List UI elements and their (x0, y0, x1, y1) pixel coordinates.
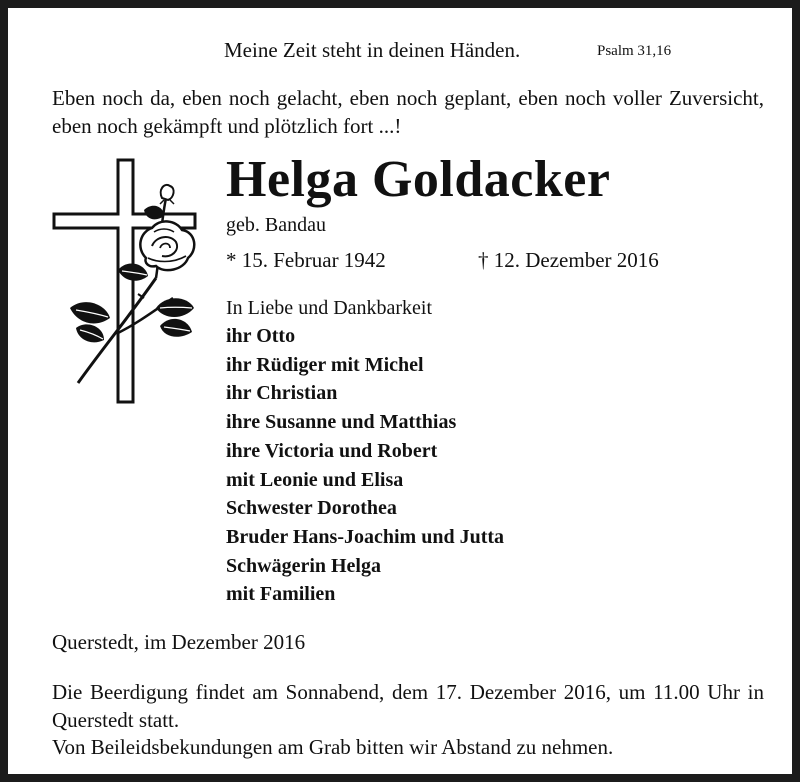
cross-with-rose-icon (48, 158, 208, 408)
death-date: † 12. Dezember 2016 (478, 248, 659, 272)
motto-text: Meine Zeit steht in deinen Händen. (224, 38, 521, 62)
list-item: mit Familien (226, 583, 336, 606)
mourners-list (226, 322, 504, 609)
intro-text: Eben noch da, eben noch gelacht, eben noch geplant, eben noch voller Zuversicht, eben noch gekämpft und plötzlich fort ...! (52, 86, 764, 138)
list-item: ihre Susanne und Matthias (226, 411, 457, 434)
list-item: Schwester Dorothea (226, 497, 397, 520)
dedication-line: In Liebe und Dankbarkeit (226, 297, 433, 319)
list-item: ihre Victoria und Robert (226, 439, 438, 462)
cross-icon (54, 160, 195, 402)
maiden-name: geb. Bandau (226, 214, 326, 236)
list-item: mit Leonie und Elisa (226, 468, 404, 491)
list-item: ihr Christian (226, 382, 338, 405)
list-item: Bruder Hans-Joachim und Jutta (226, 525, 505, 548)
list-item: Schwägerin Helga (226, 554, 381, 577)
birth-date: * 15. Februar 1942 (226, 248, 386, 272)
condolence-note: Von Beileidsbekundungen am Grab bitten wir Abstand zu nehmen. (52, 735, 614, 759)
funeral-notice: Die Beerdigung findet am Sonnabend, dem 17. Dezember 2016, um 11.00 Uhr in Querstedt statt. (52, 680, 764, 732)
place-and-date: Querstedt, im Dezember 2016 (52, 630, 306, 654)
motto-reference: Psalm 31,16 (597, 43, 672, 59)
deceased-name: Helga Goldacker (226, 151, 611, 208)
list-item: ihr Otto (226, 325, 296, 347)
list-item: ihr Rüdiger mit Michel (226, 353, 424, 376)
